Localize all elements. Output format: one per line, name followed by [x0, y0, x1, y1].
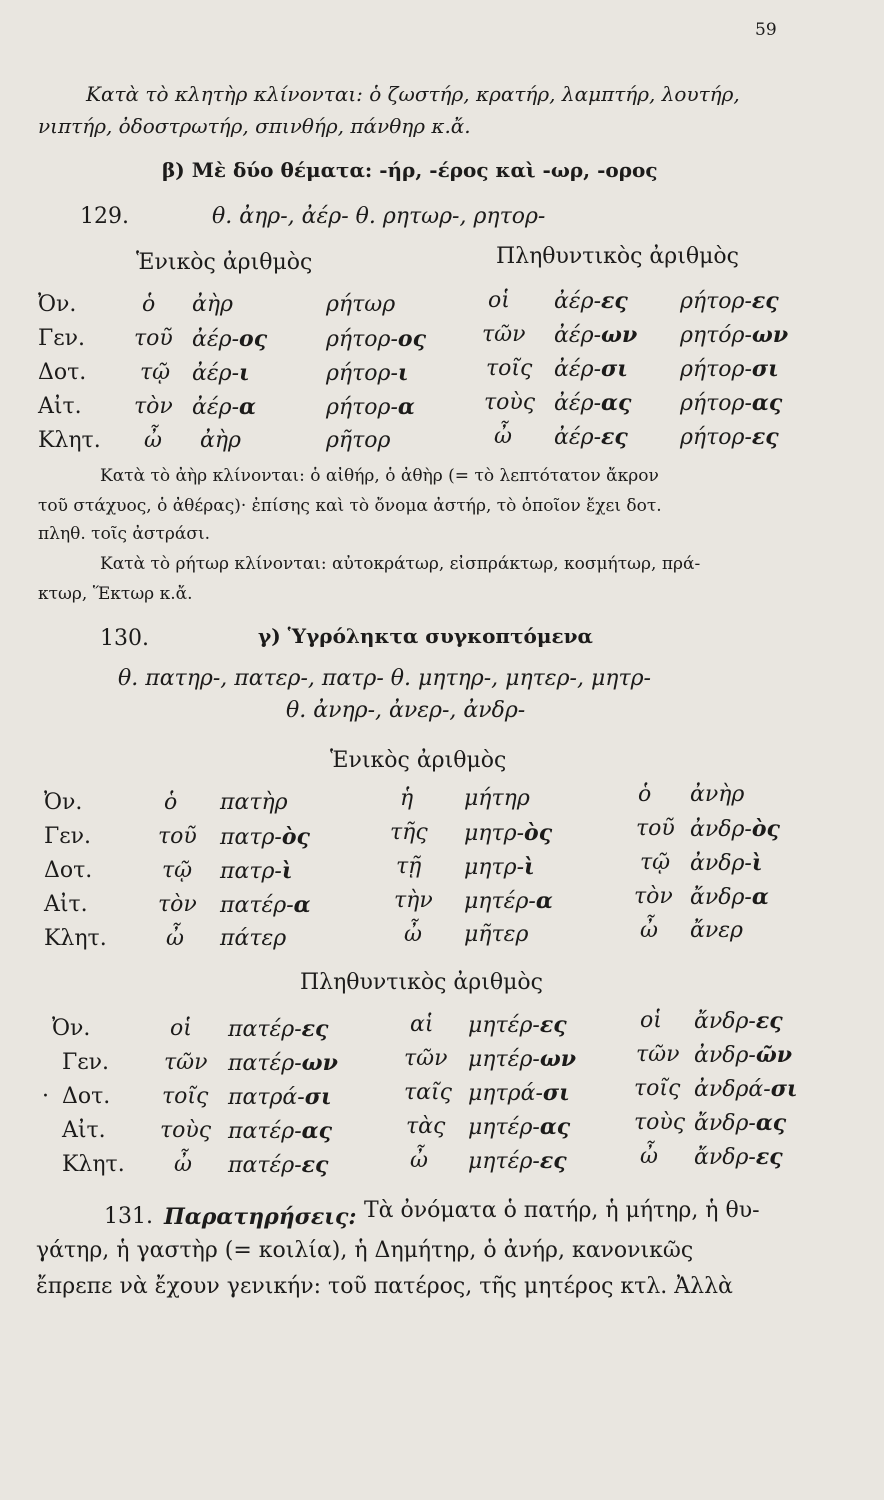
intro-line-1: Κατὰ τὸ κλητὴρ κλίνονται: ὁ ζωστήρ, κρατήρ, λαμπτήρ, λουτήρ,	[86, 82, 740, 106]
plural-aer-ending: ων	[601, 322, 638, 348]
pater-stem: πατέρ-	[228, 1017, 302, 1042]
article: τῶν	[636, 1042, 680, 1067]
section-beta-heading: β) Μὲ δύο θέματα: -ήρ, -έρος καὶ -ωρ, -ορος	[162, 158, 658, 182]
case-label: Γεν.	[38, 326, 86, 351]
remarks-line-2: γάτηρ, ἡ γαστὴρ (= κοιλία), ἡ Δημήτηρ, ὁ ἀνήρ, κανονικῶς	[36, 1238, 694, 1263]
meter-stem: μητέρ-	[468, 1115, 540, 1140]
case-label: Ὀν.	[38, 292, 77, 317]
rhetor-form: ρῆτορ	[326, 428, 391, 453]
aner-stem: ἄνδρ-	[694, 1111, 756, 1136]
plural-aer-stem: ἀέρ-	[554, 391, 602, 416]
case-label: Αἰτ.	[44, 892, 88, 917]
aner-stem: ἄνδρ-	[690, 885, 752, 910]
aner-form: ἄνερ	[690, 918, 743, 943]
plural-article: ὦ	[494, 424, 512, 449]
article: τῆς	[390, 820, 428, 845]
article: αἱ	[410, 1012, 434, 1037]
article: οἱ	[170, 1016, 192, 1041]
aer-ending: ος	[239, 326, 268, 352]
meter-ending: ὸς	[524, 820, 553, 846]
article: ὦ	[404, 922, 422, 947]
article: ἡ	[400, 786, 414, 811]
article: ὁ	[142, 292, 156, 317]
aner-ending: ες	[755, 1008, 783, 1034]
pater-stem: πατέρ-	[228, 1153, 302, 1178]
aner-ending: ας	[755, 1110, 787, 1136]
remarks-label: Παρατηρήσεις:	[164, 1204, 357, 1230]
case-label: Ὀν.	[52, 1016, 91, 1041]
case-label: Δοτ.	[44, 858, 93, 883]
aner-ending: ῶν	[755, 1042, 793, 1068]
note-2-line-2: κτωρ, Ἕκτωρ κ.ἄ.	[38, 584, 193, 604]
plural-aer-ending: σι	[601, 356, 628, 382]
remarks-line-3: ἔπρεπε νὰ ἔχουν γενικήν: τοῦ πατέρος, τῆς μητέρος κτλ. Ἀλλὰ	[36, 1274, 733, 1299]
aner-ending: ὸς	[751, 816, 780, 842]
plural-rhetor-ending: ας	[751, 390, 783, 416]
meter-ending: ων	[539, 1046, 577, 1072]
aer-ending: α	[239, 394, 256, 420]
plural-aer-stem: ἀέρ-	[554, 425, 602, 450]
pater-ending: σι	[304, 1084, 332, 1110]
note-1-line-3: πληθ. τοῖς ἀστράσι.	[38, 524, 211, 544]
aer-form: ἀὴρ	[192, 292, 233, 317]
meter-stem: μητέρ-	[464, 889, 536, 914]
article: τῇ	[396, 854, 422, 879]
beta-plural-title: Πληθυντικὸς ἀριθμὸς	[496, 244, 739, 269]
article: τοὺς	[160, 1118, 212, 1143]
aner-stem: ἄνδρ-	[694, 1009, 756, 1034]
case-label: Ὀν.	[44, 790, 83, 815]
gamma-singular-title: Ἑνικὸς ἀριθμὸς	[330, 748, 507, 773]
plural-rhetor-ending: ων	[751, 322, 789, 348]
aner-stem: ἀνδρ-	[690, 817, 752, 842]
case-label: Κλητ.	[38, 428, 101, 453]
case-label: Κλητ.	[62, 1152, 125, 1177]
pater-ending: ες	[301, 1152, 329, 1178]
note-2-line-1: Κατὰ τὸ ρήτωρ κλίνονται: αὐτοκράτωρ, εἰσπράκτωρ, κοσμήτωρ, πρά-	[100, 554, 701, 574]
aner-stem: ἀνδρ-	[694, 1043, 756, 1068]
aer-form: ἀὴρ	[200, 428, 241, 453]
article: ὦ	[410, 1148, 428, 1173]
aer-stem: ἀέρ-	[192, 327, 240, 352]
case-label: Γεν.	[44, 824, 92, 849]
article: τοῦ	[636, 816, 675, 841]
meter-stem: μητέρ-	[468, 1013, 540, 1038]
remarks-line-1: Τὰ ὀνόματα ὁ πατήρ, ἡ μήτηρ, ἡ θυ-	[364, 1198, 760, 1223]
section-129-number: 129.	[80, 204, 129, 229]
plural-rhetor-stem: ρήτορ-	[680, 289, 752, 314]
meter-stem: μητρ-	[464, 855, 525, 880]
section-129-stems: θ. ἀηρ-, ἀέρ- θ. ρητωρ-, ρητορ-	[212, 204, 546, 229]
article: τῶν	[164, 1050, 208, 1075]
article: τὴν	[394, 888, 433, 913]
meter-form: μήτηρ	[464, 786, 530, 811]
pater-ending: ων	[301, 1050, 338, 1076]
plural-article: τοῖς	[486, 356, 533, 381]
article: τῶν	[404, 1046, 448, 1071]
plural-rhetor-stem: ρητόρ-	[680, 323, 752, 348]
article: ὦ	[144, 428, 162, 453]
gamma-plural-title: Πληθυντικὸς ἀριθμὸς	[300, 970, 543, 995]
pater-form: πατὴρ	[220, 790, 288, 815]
plural-rhetor-ending: ες	[751, 288, 779, 314]
article: ὦ	[174, 1152, 192, 1177]
pater-stem: πατρά-	[228, 1085, 305, 1110]
note-1-line-1: Κατὰ τὸ ἀὴρ κλίνονται: ὁ αἰθήρ, ὁ ἀθὴρ (= τὸ λεπτότατον ἄκρον	[100, 466, 659, 486]
pater-stem: πατέρ-	[228, 1051, 302, 1076]
aner-stem: ἄνδρ-	[694, 1145, 756, 1170]
meter-ending: ες	[539, 1012, 567, 1038]
pater-stem: πατρ-	[220, 859, 282, 884]
aner-ending: α	[751, 884, 769, 910]
aner-ending: ὶ	[751, 850, 763, 876]
article: ὁ	[638, 782, 652, 807]
aer-stem: ἀέρ-	[192, 395, 240, 420]
article: τοῖς	[162, 1084, 209, 1109]
plural-aer-stem: ἀέρ-	[554, 289, 602, 314]
page-number: 59	[755, 20, 777, 40]
plural-rhetor-stem: ρήτορ-	[680, 357, 752, 382]
article: τῷ	[162, 858, 193, 883]
article: ὁ	[164, 790, 178, 815]
plural-rhetor-stem: ρήτορ-	[680, 391, 752, 416]
rhetor-form: ρήτωρ	[326, 292, 396, 317]
article: ὦ	[640, 1144, 658, 1169]
meter-ending: ὶ	[524, 854, 535, 880]
section-130-number: 130.	[100, 626, 149, 651]
article: τῷ	[140, 360, 171, 385]
article: ὦ	[640, 918, 658, 943]
pater-ending: ας	[301, 1118, 332, 1144]
plural-aer-ending: ες	[601, 424, 628, 450]
aer-ending: ι	[239, 360, 250, 386]
plural-article: τοὺς	[484, 390, 536, 415]
plural-rhetor-ending: σι	[751, 356, 779, 382]
case-label: Δοτ.	[38, 360, 87, 385]
aner-stem: ἀνδρά-	[694, 1077, 771, 1102]
pater-ending: ες	[301, 1016, 329, 1042]
meter-stem: μητρά-	[468, 1081, 543, 1106]
article: οἱ	[640, 1008, 662, 1033]
article: τοῦ	[158, 824, 197, 849]
note-1-line-2: τοῦ στάχυος, ὁ ἀθέρας)· ἐπίσης καὶ τὸ ὄνομα ἀστήρ, τὸ ὁποῖον ἔχει δοτ.	[38, 496, 662, 516]
case-label: Αἰτ.	[38, 394, 82, 419]
rhetor-stem: ρήτορ-	[326, 395, 398, 420]
aner-ending: ες	[755, 1144, 783, 1170]
intro-line-2: νιπτήρ, ὀδοστρωτήρ, σπινθήρ, πάνθηρ κ.ἄ.	[38, 114, 471, 138]
plural-aer-ending: ας	[601, 390, 632, 416]
meter-form: μῆτερ	[464, 922, 529, 947]
rhetor-stem: ρήτορ-	[326, 327, 398, 352]
plural-rhetor-ending: ες	[751, 424, 779, 450]
pater-stem: πατέρ-	[220, 893, 294, 918]
meter-ending: ες	[539, 1148, 567, 1174]
meter-ending: α	[535, 888, 553, 914]
aner-stem: ἀνδρ-	[690, 851, 752, 876]
article: τοῖς	[634, 1076, 681, 1101]
article: τοῦ	[134, 326, 173, 351]
gamma-stems-line-2: θ. ἀνηρ-, ἀνερ-, ἀνδρ-	[286, 698, 526, 723]
article: τῷ	[640, 850, 671, 875]
plural-aer-stem: ἀέρ-	[554, 357, 602, 382]
case-label: Γεν.	[62, 1050, 110, 1075]
meter-ending: ας	[539, 1114, 571, 1140]
plural-rhetor-stem: ρήτορ-	[680, 425, 752, 450]
case-label: Κλητ.	[44, 926, 107, 951]
pater-stem: πατέρ-	[228, 1119, 302, 1144]
article: τοὺς	[634, 1110, 686, 1135]
article: τὸν	[634, 884, 673, 909]
rhetor-ending: ι	[397, 360, 409, 386]
meter-ending: σι	[542, 1080, 570, 1106]
article: τὸν	[134, 394, 173, 419]
beta-singular-title: Ἑνικὸς ἀριθμὸς	[136, 250, 313, 275]
section-131-number: 131.	[104, 1204, 153, 1229]
article: ταῖς	[404, 1080, 452, 1105]
pater-ending: ὸς	[281, 824, 310, 850]
pater-ending: α	[293, 892, 311, 918]
aner-form: ἀνὴρ	[690, 782, 745, 807]
meter-stem: μητέρ-	[468, 1047, 540, 1072]
pater-stem: πατρ-	[220, 825, 282, 850]
meter-stem: μητέρ-	[468, 1149, 540, 1174]
gamma-stems-line-1: θ. πατηρ-, πατερ-, πατρ- θ. μητηρ-, μητερ-, μητρ-	[118, 666, 651, 691]
plural-aer-stem: ἀέρ-	[554, 323, 602, 348]
pater-form: πάτερ	[220, 926, 287, 951]
plural-article: οἱ	[488, 288, 510, 313]
article: ὦ	[166, 926, 184, 951]
article: τὸν	[158, 892, 197, 917]
rhetor-ending: α	[397, 394, 415, 420]
bullet-dot: ·	[42, 1084, 49, 1109]
rhetor-ending: ος	[397, 326, 426, 352]
pater-ending: ὶ	[281, 858, 293, 884]
plural-aer-ending: ες	[601, 288, 628, 314]
meter-stem: μητρ-	[464, 821, 525, 846]
case-label: Δοτ.	[62, 1084, 111, 1109]
plural-article: τῶν	[482, 322, 526, 347]
rhetor-stem: ρήτορ-	[326, 361, 398, 386]
aer-stem: ἀέρ-	[192, 361, 240, 386]
case-label: Αἰτ.	[62, 1118, 106, 1143]
aner-ending: σι	[770, 1076, 798, 1102]
article: τὰς	[406, 1114, 446, 1139]
section-gamma-heading: γ) Ὑγρόληκτα συγκοπτόμενα	[258, 624, 593, 648]
